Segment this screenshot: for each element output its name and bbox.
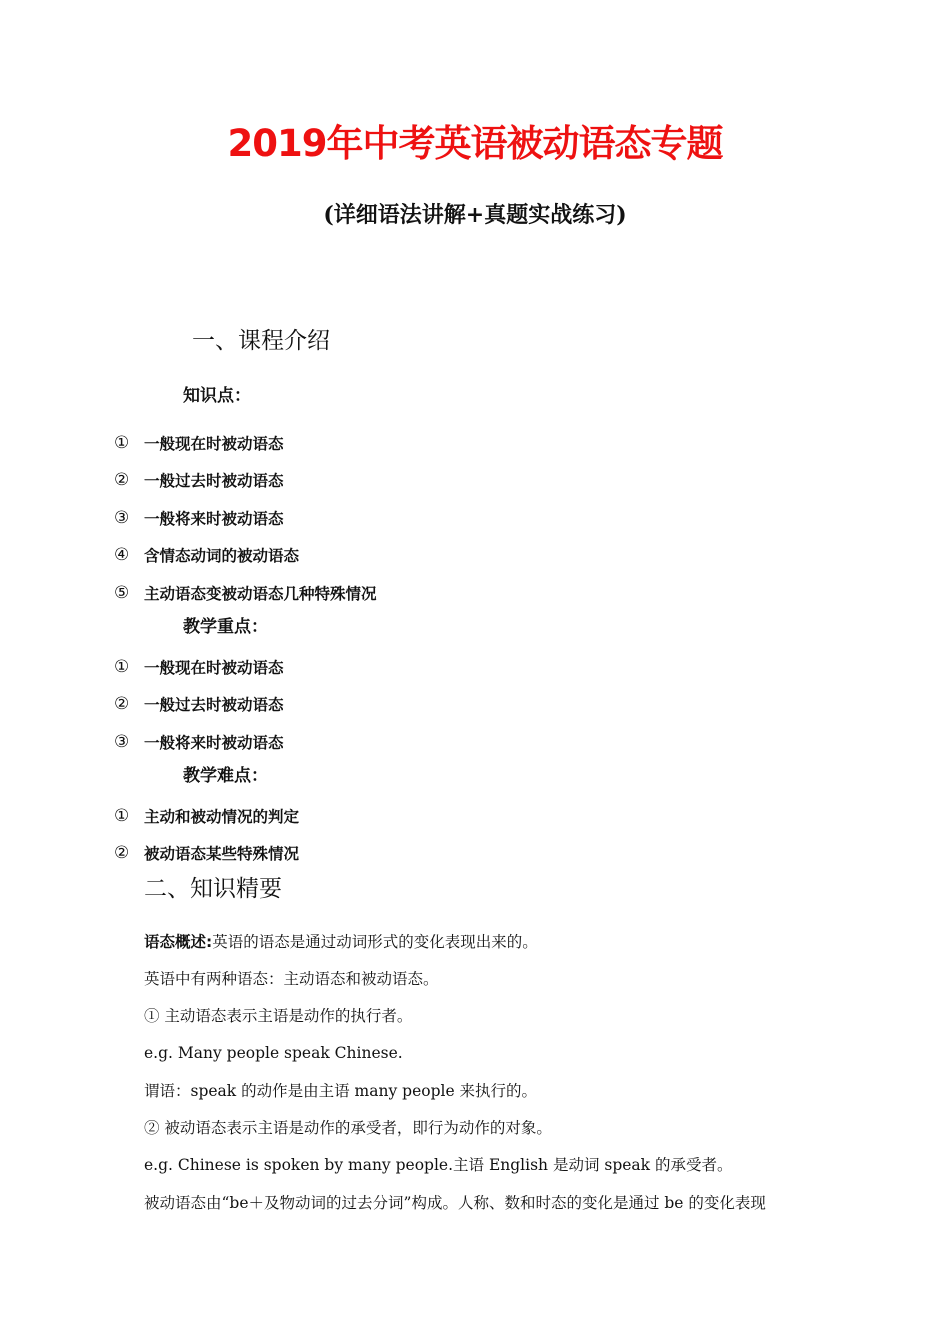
list-item-text: 一般现在时被动语态 bbox=[144, 658, 284, 677]
list-item bbox=[114, 686, 284, 724]
list-marker: ② bbox=[114, 694, 130, 715]
list-item bbox=[114, 648, 284, 686]
paragraph-line: 谓语：speak 的动作是由主语 many people 来执行的。 bbox=[144, 1081, 538, 1100]
list-item bbox=[114, 723, 284, 761]
list-item-text: 一般将来时被动语态 bbox=[144, 733, 284, 752]
page-title: 2019年中考英语被动语态专题 bbox=[227, 122, 723, 165]
list-marker: ② bbox=[114, 843, 130, 864]
teaching-difficulty-label: 教学难点： bbox=[183, 766, 268, 786]
knowledge-points-list bbox=[114, 424, 377, 612]
page-subtitle: (详细语法讲解+真题实战练习) bbox=[323, 202, 627, 228]
list-marker: ③ bbox=[114, 507, 130, 528]
overview-text: 英语的语态是通过动词形式的变化表现出来的。 bbox=[212, 932, 538, 951]
list-item bbox=[114, 537, 377, 575]
list-marker: ① bbox=[114, 432, 130, 453]
list-item bbox=[114, 835, 299, 873]
list-marker: ④ bbox=[114, 545, 130, 566]
section-heading-course-intro: 一、课程介绍 bbox=[192, 328, 330, 354]
teaching-focus-list bbox=[114, 648, 284, 761]
list-item-text: 主动和被动情况的判定 bbox=[144, 807, 300, 826]
list-item bbox=[114, 462, 377, 500]
teaching-focus-label: 教学重点： bbox=[183, 617, 268, 637]
list-marker: ② bbox=[114, 470, 130, 491]
paragraph-line: 被动语态由“be＋及物动词的过去分词”构成。人称、数和时态的变化是通过 be 的变化表现 bbox=[144, 1193, 766, 1212]
overview-lead: 语态概述: bbox=[144, 932, 213, 951]
knowledge-essentials-body bbox=[144, 922, 766, 1220]
list-item bbox=[114, 574, 377, 612]
list-item-text: 一般过去时被动语态 bbox=[144, 696, 284, 715]
list-marker: ① bbox=[114, 805, 130, 826]
list-item-text: 一般将来时被动语态 bbox=[144, 509, 284, 528]
list-item-text: 主动语态变被动语态几种特殊情况 bbox=[144, 584, 377, 603]
list-item-text: 一般现在时被动语态 bbox=[144, 434, 284, 453]
section-heading-knowledge-essentials: 二、知识精要 bbox=[144, 876, 282, 902]
knowledge-points-label: 知识点： bbox=[183, 386, 251, 406]
paragraph-line: 英语中有两种语态：主动语态和被动语态。 bbox=[144, 969, 439, 988]
paragraph-line: e.g. Chinese is spoken by many people.主语 English 是动词 speak 的承受者。 bbox=[144, 1156, 733, 1175]
paragraph-line: ① 主动语态表示主语是动作的执行者。 bbox=[144, 1007, 413, 1026]
list-item-text: 一般过去时被动语态 bbox=[144, 472, 284, 491]
list-marker: ⑤ bbox=[114, 582, 130, 603]
list-item-text: 被动语态某些特殊情况 bbox=[144, 845, 300, 864]
list-marker: ③ bbox=[114, 731, 130, 752]
overview-line bbox=[144, 922, 766, 959]
list-item bbox=[114, 499, 377, 537]
teaching-difficulty-list bbox=[114, 797, 299, 872]
paragraph-line: ② 被动语态表示主语是动作的承受者，即行为动作的对象。 bbox=[144, 1119, 552, 1138]
list-item-text: 含情态动词的被动语态 bbox=[144, 547, 300, 566]
paragraph-line: e.g. Many people speak Chinese. bbox=[144, 1043, 403, 1062]
list-marker: ① bbox=[114, 656, 130, 677]
list-item bbox=[114, 797, 299, 835]
list-item bbox=[114, 424, 377, 462]
